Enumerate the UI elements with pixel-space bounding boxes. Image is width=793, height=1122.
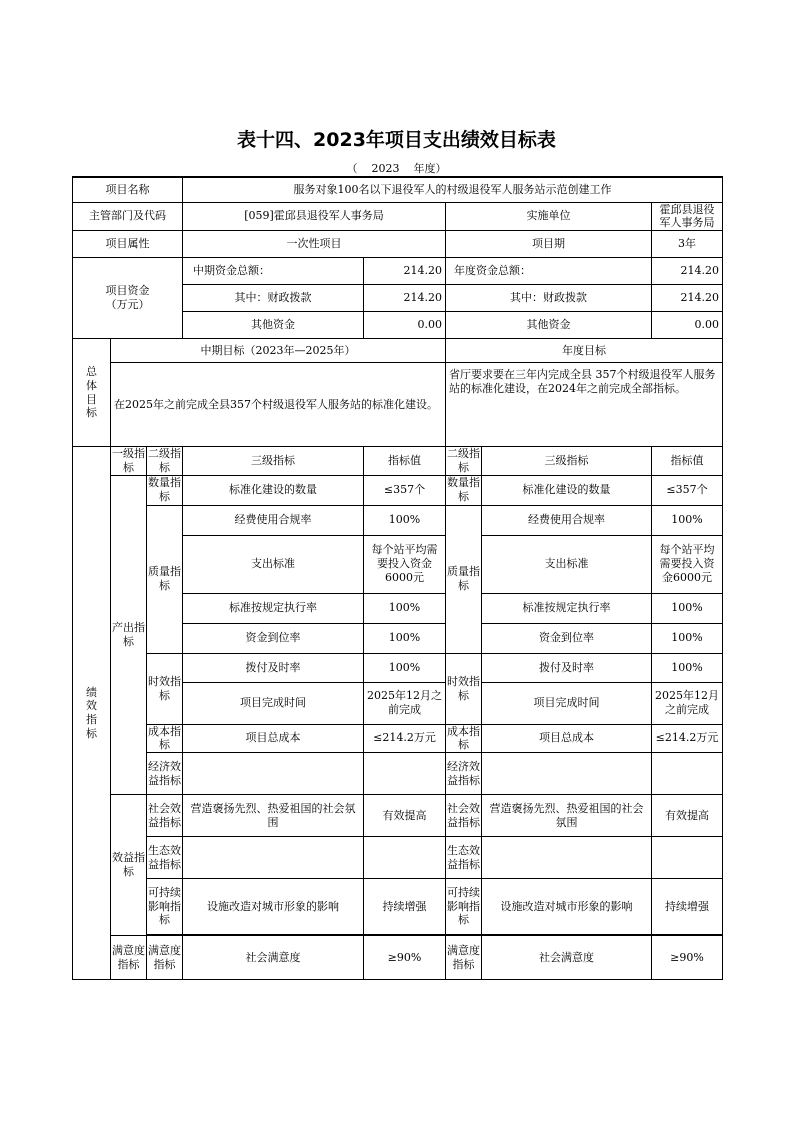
row-goal-headers	[73, 339, 723, 363]
social-label-year: 社会效益指标	[446, 795, 482, 837]
dept-label: 主管部门及代码	[73, 202, 183, 231]
dept-value: [059]霍邱县退役军人事务局	[183, 202, 446, 231]
h-level3-mid: 三级指标	[183, 447, 364, 476]
satisfaction-name-year: 社会满意度	[482, 936, 652, 980]
h-value-mid: 指标值	[364, 447, 446, 476]
row-indicator-headers	[73, 447, 723, 476]
performance-goal-table	[72, 176, 723, 980]
funds-rate-name-year: 资金到位率	[482, 623, 652, 653]
pay-time-name-mid: 拨付及时率	[183, 653, 364, 682]
compliance-name-mid: 经费使用合规率	[183, 505, 364, 535]
sustain-value-mid: 持续增强	[364, 879, 446, 935]
economic-name-mid	[183, 753, 364, 795]
page-title: 表十四、2023年项目支出绩效目标表	[237, 129, 556, 151]
pay-time-value-mid: 100%	[364, 653, 446, 682]
row-quantity	[73, 475, 723, 505]
eco-value-year	[652, 837, 723, 879]
year-other-value: 0.00	[652, 312, 723, 339]
row-social	[73, 795, 723, 837]
funds-rate-name-mid: 资金到位率	[183, 623, 364, 653]
total-cost-value-mid: ≤214.2万元	[364, 724, 446, 753]
mid-fiscal-value: 214.20	[364, 285, 446, 312]
satisfaction-name-mid: 社会满意度	[183, 936, 364, 980]
exec-rate-value-year: 100%	[652, 593, 723, 623]
economic-name-year	[482, 753, 652, 795]
project-name-value: 服务对象100名以下退役军人的村级退役军人服务站示范创建工作	[183, 177, 723, 202]
finish-time-name-mid: 项目完成时间	[183, 682, 364, 724]
eco-name-mid	[183, 837, 364, 879]
cost-label-mid: 成本指标	[148, 724, 181, 752]
caption-year: 2023	[371, 162, 400, 175]
sustain-label-year: 可持续影响指标	[446, 879, 482, 935]
economic-value-year	[652, 753, 723, 795]
social-value-year: 有效提高	[652, 795, 723, 837]
benefit-label: 效益指标	[111, 795, 147, 936]
h-level2-mid: 二级指标	[148, 447, 181, 474]
period-value: 3年	[652, 231, 723, 258]
social-label-mid: 社会效益指标	[147, 795, 183, 837]
project-name-label: 项目名称	[73, 177, 183, 202]
mid-total-label: 中期资金总额：	[183, 258, 364, 285]
year-total-value: 214.20	[652, 258, 723, 285]
exec-rate-name-mid: 标准按规定执行率	[183, 593, 364, 623]
quality-label-year: 质量指标	[446, 505, 482, 653]
mid-goal-header: 中期目标（2023年—2025年）	[111, 339, 446, 363]
row-total-cost	[73, 724, 723, 753]
satisfaction-value-mid: ≥90%	[364, 936, 446, 980]
eco-label-year: 生态效益指标	[446, 837, 482, 879]
funds-rate-value-mid: 100%	[364, 623, 446, 653]
total-cost-name-mid: 项目总成本	[183, 724, 364, 753]
year-goal-text: 省厅要求要在三年内完成全县 357个村级退役军人服务站的标准化建设，在2024年之前完成全部指标。	[446, 363, 723, 447]
fund-label: 项目资金（万元）	[73, 258, 183, 339]
total-cost-name-year: 项目总成本	[482, 724, 652, 753]
caption-unit: 年度）	[413, 162, 447, 175]
mid-goal-text: 在2025年之前完成全县357个村级退役军人服务站的标准化建设。	[111, 363, 446, 447]
pay-time-value-year: 100%	[652, 653, 723, 682]
perf-indicator-label: 绩效指标	[73, 447, 111, 980]
economic-label-year: 经济效益指标	[446, 753, 482, 795]
impl-value: 霍邱县退役军人事务局	[652, 202, 723, 231]
mid-fiscal-label: 其中：财政拨款	[183, 285, 364, 312]
h-level2-year: 二级指标	[447, 447, 480, 474]
caption-open: （	[346, 162, 358, 175]
standard-name-year: 支出标准	[482, 535, 652, 593]
social-value-mid: 有效提高	[364, 795, 446, 837]
row-goal-text	[73, 363, 723, 447]
economic-label-mid: 经济效益指标	[147, 753, 183, 795]
row-pay-time	[73, 653, 723, 682]
quality-label-mid: 质量指标	[147, 505, 183, 653]
sustain-name-year: 设施改造对城市形象的影响	[482, 879, 652, 935]
attr-label: 项目属性	[73, 231, 183, 258]
satisfaction-value-year: ≥90%	[652, 936, 723, 980]
year-fiscal-label: 其中：财政拨款	[446, 285, 652, 312]
time-label-year: 时效指标	[446, 653, 482, 724]
h-value-year: 指标值	[652, 447, 723, 476]
h-level3-year: 三级指标	[482, 447, 652, 476]
sustain-name-mid: 设施改造对城市形象的影响	[183, 879, 364, 935]
compliance-value-mid: 100%	[364, 505, 446, 535]
sustain-value-year: 持续增强	[652, 879, 723, 935]
exec-rate-name-year: 标准按规定执行率	[482, 593, 652, 623]
finish-time-value-year: 2025年12月之前完成	[652, 682, 723, 724]
period-label: 项目期	[446, 231, 652, 258]
economic-value-mid	[364, 753, 446, 795]
satis-label-mid: 满意度指标	[147, 936, 183, 980]
compliance-value-year: 100%	[652, 505, 723, 535]
year-fiscal-value: 214.20	[652, 285, 723, 312]
total-cost-value-year: ≤214.2万元	[652, 724, 723, 753]
social-name-mid: 营造褒扬先烈、热爱祖国的社会氛围	[183, 795, 364, 837]
year-goal-header: 年度目标	[446, 339, 723, 363]
mid-other-label: 其他资金	[183, 312, 364, 339]
exec-rate-value-mid: 100%	[364, 593, 446, 623]
compliance-name-year: 经费使用合规率	[482, 505, 652, 535]
row-department	[73, 202, 723, 231]
row-sustain	[73, 879, 723, 935]
funds-rate-value-year: 100%	[652, 623, 723, 653]
row-eco	[73, 837, 723, 879]
quantity-label-mid: 数量指标	[148, 476, 181, 503]
impl-label: 实施单位	[446, 202, 652, 231]
row-fund-total	[73, 258, 723, 285]
social-name-year: 营造褒扬先烈、热爱祖国的社会氛围	[482, 795, 652, 837]
quantity-label-year: 数量指标	[447, 476, 480, 503]
overall-goal-label: 总体目标	[73, 339, 111, 447]
attr-value: 一次性项目	[183, 231, 446, 258]
time-label-mid: 时效指标	[147, 653, 183, 724]
h-level1: 一级指标	[112, 447, 145, 474]
row-project-name	[73, 177, 723, 202]
eco-name-year	[482, 837, 652, 879]
sustain-label-mid: 可持续影响指标	[147, 879, 183, 935]
row-attribute	[73, 231, 723, 258]
mid-other-value: 0.00	[364, 312, 446, 339]
eco-label-mid: 生态效益指标	[147, 837, 183, 879]
pay-time-name-year: 拨付及时率	[482, 653, 652, 682]
standard-value-mid: 每个站平均需要投入资金6000元	[364, 535, 446, 593]
year-other-label: 其他资金	[446, 312, 652, 339]
standard-name-mid: 支出标准	[183, 535, 364, 593]
output-label: 产出指标	[111, 475, 147, 795]
quantity-name-year: 标准化建设的数量	[482, 475, 652, 505]
finish-time-value-mid: 2025年12月之前完成	[364, 682, 446, 724]
finish-time-name-year: 项目完成时间	[482, 682, 652, 724]
mid-total-value: 214.20	[364, 258, 446, 285]
quantity-value-year: ≤357个	[652, 475, 723, 505]
satisfaction-label: 满意度指标	[111, 936, 147, 980]
standard-value-year: 每个站平均需要投入资金6000元	[652, 535, 723, 593]
quantity-name-mid: 标准化建设的数量	[183, 475, 364, 505]
satis-label-year: 满意度指标	[446, 936, 482, 980]
cost-label-year: 成本指标	[447, 724, 480, 752]
row-economic	[73, 753, 723, 795]
quantity-value-mid: ≤357个	[364, 475, 446, 505]
fiscal-year-caption	[0, 160, 793, 176]
row-satisfaction	[73, 936, 723, 980]
row-compliance	[73, 505, 723, 535]
year-total-label: 年度资金总额：	[446, 258, 652, 285]
eco-value-mid	[364, 837, 446, 879]
